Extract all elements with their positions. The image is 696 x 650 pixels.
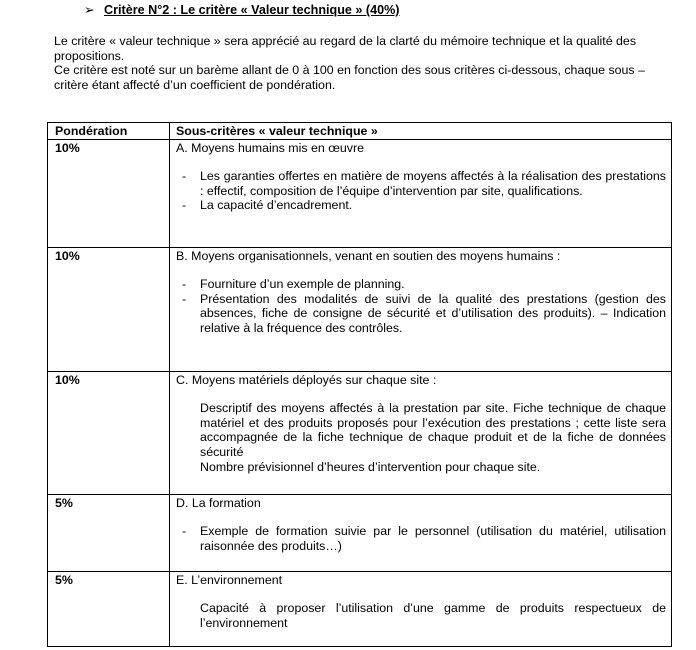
table-row xyxy=(48,494,672,571)
section-title: Critère N°2 : Le critère « Valeur technique » (40%) xyxy=(104,3,400,17)
table-row xyxy=(48,371,672,494)
row-weight: 5% xyxy=(48,571,170,646)
list-item: - Fourniture d’un exemple de planning. xyxy=(176,277,666,292)
table-row xyxy=(48,571,672,646)
header-weight: Pondération xyxy=(48,123,170,140)
row-weight: 10% xyxy=(48,371,170,494)
row-title: C. Moyens matériels déployés sur chaque site : xyxy=(176,372,437,387)
row-content xyxy=(170,247,672,371)
table-header-row xyxy=(48,123,672,140)
section-heading xyxy=(84,3,400,18)
list-item: - Les garanties offertes en matière de moyens affectés à la réalisation des prestations : effectif, composition de l’équipe d’intervention par site, qualifications. xyxy=(176,169,666,198)
row-title: B. Moyens organisationnels, venant en soutien des moyens humains : xyxy=(176,248,561,263)
row-title: E. L’environnement xyxy=(176,572,283,587)
row-weight: 10% xyxy=(48,247,170,371)
row-weight: 5% xyxy=(48,494,170,571)
row-content xyxy=(170,371,672,494)
row-content xyxy=(170,494,672,571)
list-item: - La capacité d’encadrement. xyxy=(176,198,666,213)
criteria-table xyxy=(47,122,672,647)
intro-text xyxy=(54,34,670,92)
intro-paragraph-2: Ce critère est noté sur un barème allant de 0 à 100 en fonction des sous critères ci-dessous, chaque sous –critère étant affecté d’un coefficient de pondération. xyxy=(54,63,645,92)
intro-paragraph-1: Le critère « valeur technique » sera apprécié au regard de la clarté du mémoire technique et la qualité des propositions. xyxy=(54,34,637,63)
list-item: - Exemple de formation suivie par le personnel (utilisation du matériel, utilisation raisonnée des produits…) xyxy=(176,524,666,553)
row-paragraph: Descriptif des moyens affectés à la prestation par site. Fiche technique de chaque matériel et des produits proposés pour l’exécution des prestations ; cette liste sera accompagnée de la fiche technique de chaque produit et de la fiche de données sécurité xyxy=(200,401,666,459)
list-item: - Présentation des modalités de suivi de la qualité des prestations (gestion des absences, fiche de consigne de sécurité et d’utilisation des produits). – Indication relative à la fréquence des contrôles. xyxy=(176,292,666,336)
row-paragraph: Capacité à proposer l’utilisation d’une gamme de produits respectueux de l’environnement xyxy=(200,601,666,630)
table-row xyxy=(48,247,672,371)
row-content xyxy=(170,139,672,247)
table-row xyxy=(48,139,672,247)
row-list xyxy=(176,169,666,213)
row-title: A. Moyens humains mis en œuvre xyxy=(176,140,364,155)
row-list xyxy=(176,524,666,553)
row-paragraph: Nombre prévisionnel d’heures d’intervention pour chaque site. xyxy=(200,459,541,474)
row-weight: 10% xyxy=(48,139,170,247)
header-subcriteria: Sous-critères « valeur technique » xyxy=(170,123,672,140)
arrow-bullet-icon: ➢ xyxy=(84,3,95,17)
row-title: D. La formation xyxy=(176,495,261,510)
row-content xyxy=(170,571,672,646)
row-list xyxy=(176,277,666,335)
